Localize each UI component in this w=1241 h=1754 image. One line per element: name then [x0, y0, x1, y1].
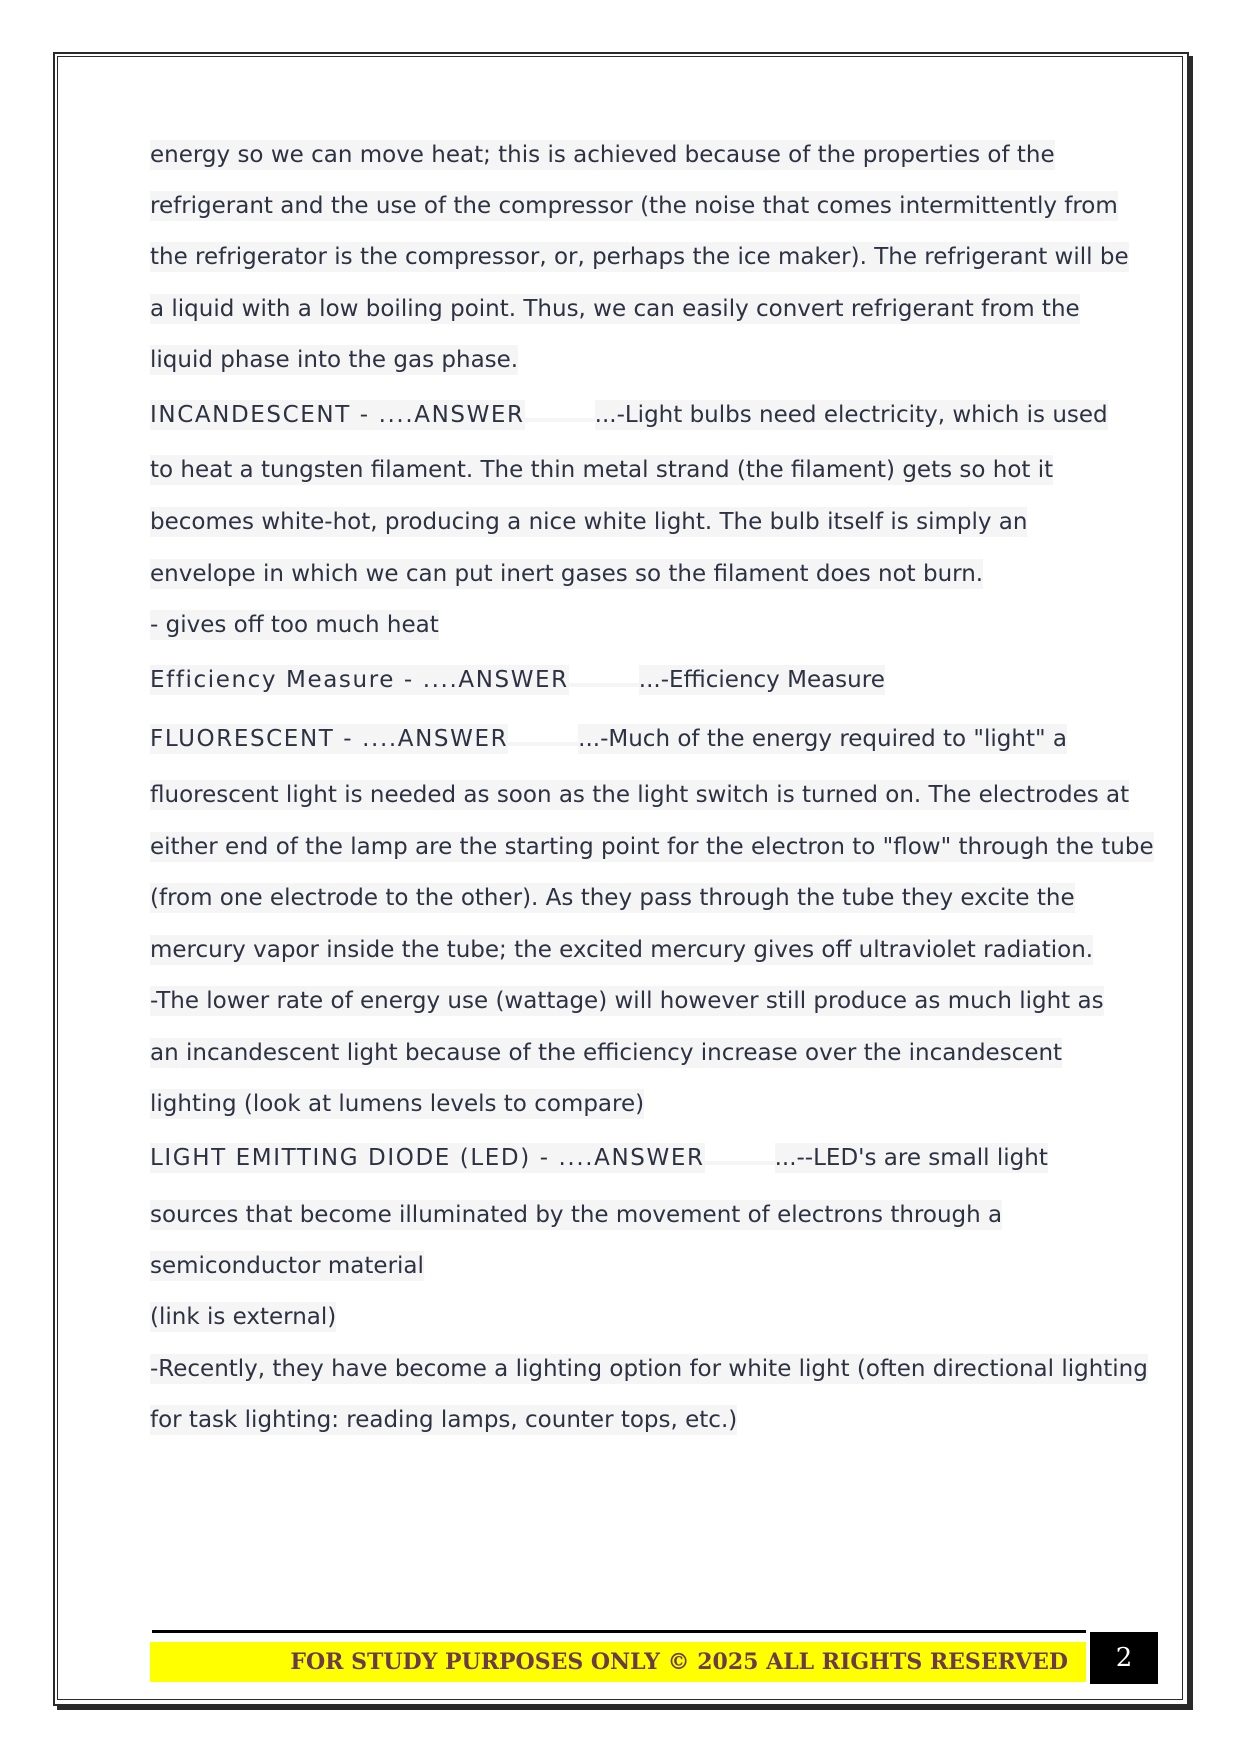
body-line: for task lighting: reading lamps, counter tops, etc.)	[150, 1407, 738, 1433]
body-line: mercury vapor inside the tube; the excited mercury gives off ultraviolet radiation.	[150, 937, 1094, 963]
efficiency-term: Efficiency Measure - ....ANSWER	[150, 667, 569, 693]
led-term: LIGHT EMITTING DIODE (LED) - ....ANSWER	[150, 1145, 705, 1171]
body-line: the refrigerator is the compressor, or, perhaps the ice maker). The refrigerant will be	[150, 244, 1129, 270]
fluorescent-entry	[150, 726, 1067, 752]
efficiency-entry	[150, 667, 885, 693]
footer-divider	[152, 1630, 1086, 1633]
body-line: to heat a tungsten filament. The thin metal strand (the filament) gets so hot it	[150, 457, 1054, 483]
page-number: 2	[1090, 1632, 1158, 1684]
fluorescent-answer: ...-Much of the energy required to "light" a	[578, 726, 1067, 752]
incandescent-entry	[150, 402, 1108, 428]
body-line: energy so we can move heat; this is achieved because of the properties of the	[150, 142, 1055, 168]
body-line: lighting (look at lumens levels to compare)	[150, 1091, 645, 1117]
body-line: liquid phase into the gas phase.	[150, 347, 519, 373]
body-line: (from one electrode to the other). As they pass through the tube they excite the	[150, 885, 1075, 911]
body-line: semiconductor material	[150, 1253, 424, 1279]
efficiency-answer: ...-Efficiency Measure	[638, 667, 885, 693]
footer-copyright: FOR STUDY PURPOSES ONLY © 2025 ALL RIGHTS RESERVED	[290, 1649, 1068, 1675]
incandescent-term: INCANDESCENT - ....ANSWER	[150, 402, 525, 428]
body-line: refrigerant and the use of the compressor (the noise that comes intermittently from	[150, 193, 1118, 219]
body-line: either end of the lamp are the starting point for the electron to "flow" through the tube	[150, 834, 1154, 860]
footer-banner	[150, 1642, 1086, 1682]
led-entry	[150, 1145, 1048, 1171]
body-line: -The lower rate of energy use (wattage) will however still produce as much light as	[150, 988, 1104, 1014]
body-line: -Recently, they have become a lighting option for white light (often directional lighting	[150, 1356, 1148, 1382]
incandescent-answer: ...-Light bulbs need electricity, which is used	[594, 402, 1108, 428]
body-line: - gives off too much heat	[150, 612, 439, 638]
fluorescent-term: FLUORESCENT - ....ANSWER	[150, 726, 509, 752]
led-answer: ...--LED's are small light	[774, 1145, 1048, 1171]
body-line: a liquid with a low boiling point. Thus, we can easily convert refrigerant from the	[150, 296, 1080, 322]
body-line: becomes white-hot, producing a nice white light. The bulb itself is simply an	[150, 509, 1028, 535]
body-line: envelope in which we can put inert gases so the filament does not burn.	[150, 561, 984, 587]
body-line: fluorescent light is needed as soon as the light switch is turned on. The electrodes at	[150, 782, 1130, 808]
body-line: (link is external)	[150, 1304, 337, 1330]
body-line: sources that become illuminated by the movement of electrons through a	[150, 1202, 1003, 1228]
body-line: an incandescent light because of the efficiency increase over the incandescent	[150, 1040, 1063, 1066]
